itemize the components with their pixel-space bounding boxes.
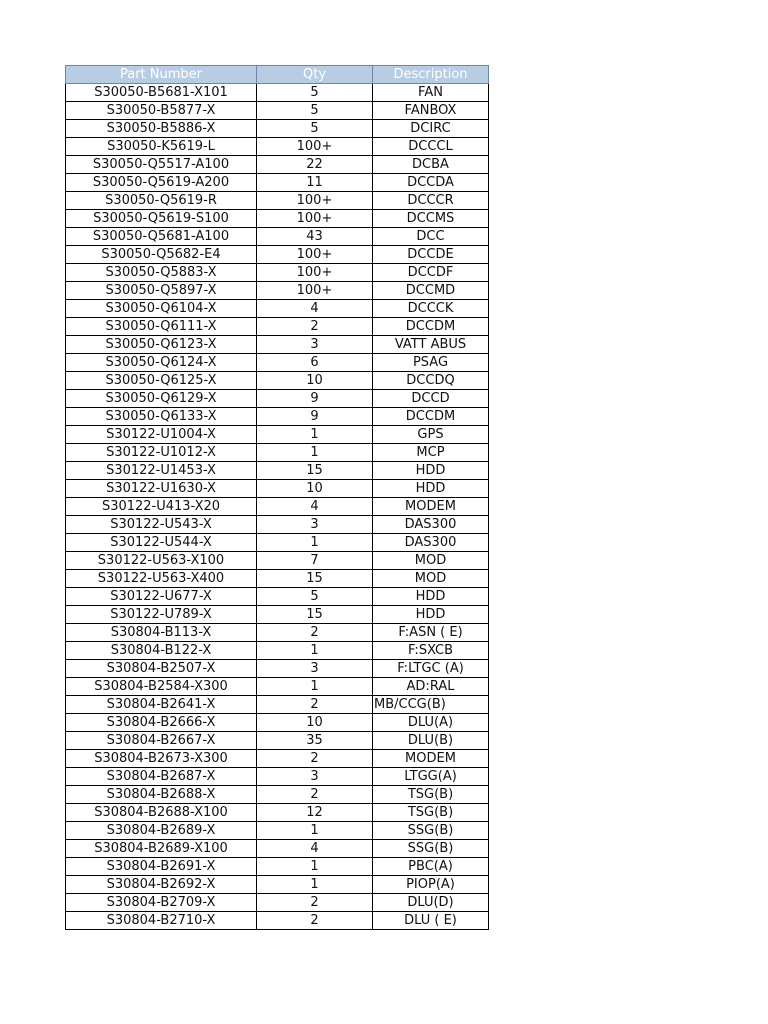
- cell-description: DCCDQ: [373, 372, 489, 390]
- cell-part-number: S30122-U543-X: [66, 516, 257, 534]
- cell-description: HDD: [373, 588, 489, 606]
- table-row: [66, 480, 489, 498]
- cell-qty: 22: [257, 156, 373, 174]
- cell-part-number: S30050-Q5517-A100: [66, 156, 257, 174]
- cell-description: TSG(B): [373, 804, 489, 822]
- cell-qty: 100+: [257, 192, 373, 210]
- cell-part-number: S30050-Q5682-E4: [66, 246, 257, 264]
- table-row: [66, 336, 489, 354]
- cell-description: SSG(B): [373, 840, 489, 858]
- cell-description: MCP: [373, 444, 489, 462]
- cell-qty: 1: [257, 444, 373, 462]
- cell-part-number: S30050-Q5619-R: [66, 192, 257, 210]
- table-row: [66, 318, 489, 336]
- cell-description: MOD: [373, 552, 489, 570]
- cell-qty: 100+: [257, 264, 373, 282]
- header-description: Description: [373, 66, 489, 84]
- cell-description: DCCDM: [373, 408, 489, 426]
- table-row: [66, 102, 489, 120]
- cell-part-number: S30804-B2584-X300: [66, 678, 257, 696]
- cell-qty: 2: [257, 894, 373, 912]
- cell-description: MB/CCG(B): [373, 696, 489, 714]
- cell-part-number: S30050-Q5897-X: [66, 282, 257, 300]
- cell-part-number: S30122-U413-X20: [66, 498, 257, 516]
- cell-qty: 43: [257, 228, 373, 246]
- cell-qty: 15: [257, 462, 373, 480]
- cell-qty: 9: [257, 390, 373, 408]
- cell-qty: 1: [257, 858, 373, 876]
- table-row: [66, 120, 489, 138]
- table-row: [66, 660, 489, 678]
- cell-description: PSAG: [373, 354, 489, 372]
- parts-table: [65, 65, 489, 930]
- table-row: [66, 462, 489, 480]
- cell-qty: 100+: [257, 246, 373, 264]
- cell-qty: 6: [257, 354, 373, 372]
- table-row: [66, 624, 489, 642]
- cell-qty: 11: [257, 174, 373, 192]
- table-row: [66, 678, 489, 696]
- cell-part-number: S30804-B2667-X: [66, 732, 257, 750]
- table-row: [66, 750, 489, 768]
- header-qty: Qty: [257, 66, 373, 84]
- table-row: [66, 192, 489, 210]
- cell-description: LTGG(A): [373, 768, 489, 786]
- table-row: [66, 354, 489, 372]
- table-row: [66, 444, 489, 462]
- cell-description: VATT ABUS: [373, 336, 489, 354]
- table-row: [66, 804, 489, 822]
- cell-qty: 1: [257, 426, 373, 444]
- cell-description: DCCDM: [373, 318, 489, 336]
- table-row: [66, 588, 489, 606]
- cell-qty: 2: [257, 318, 373, 336]
- table-row: [66, 156, 489, 174]
- table-row: [66, 426, 489, 444]
- cell-description: DAS300: [373, 534, 489, 552]
- cell-description: PIOP(A): [373, 876, 489, 894]
- table-row: [66, 570, 489, 588]
- table-row: [66, 498, 489, 516]
- cell-qty: 10: [257, 714, 373, 732]
- cell-description: DCIRC: [373, 120, 489, 138]
- table-row: [66, 552, 489, 570]
- cell-description: HDD: [373, 606, 489, 624]
- table-row: [66, 714, 489, 732]
- cell-part-number: S30050-Q6125-X: [66, 372, 257, 390]
- cell-qty: 12: [257, 804, 373, 822]
- table-body: [66, 84, 489, 930]
- table-row: [66, 606, 489, 624]
- cell-qty: 9: [257, 408, 373, 426]
- cell-qty: 35: [257, 732, 373, 750]
- table-row: [66, 228, 489, 246]
- cell-qty: 4: [257, 840, 373, 858]
- table-row: [66, 390, 489, 408]
- table-row: [66, 300, 489, 318]
- cell-qty: 4: [257, 498, 373, 516]
- cell-part-number: S30122-U1453-X: [66, 462, 257, 480]
- cell-part-number: S30050-Q6129-X: [66, 390, 257, 408]
- table-row: [66, 408, 489, 426]
- cell-qty: 15: [257, 570, 373, 588]
- cell-part-number: S30122-U1004-X: [66, 426, 257, 444]
- table-row: [66, 894, 489, 912]
- cell-part-number: S30804-B2687-X: [66, 768, 257, 786]
- cell-description: HDD: [373, 462, 489, 480]
- cell-part-number: S30050-B5681-X101: [66, 84, 257, 102]
- table-row: [66, 858, 489, 876]
- header-row: [66, 66, 489, 84]
- cell-description: DLU ( E): [373, 912, 489, 930]
- cell-description: PBC(A): [373, 858, 489, 876]
- cell-part-number: S30050-B5877-X: [66, 102, 257, 120]
- header-part-number: Part Number: [66, 66, 257, 84]
- cell-qty: 3: [257, 660, 373, 678]
- cell-description: GPS: [373, 426, 489, 444]
- cell-part-number: S30050-Q6111-X: [66, 318, 257, 336]
- cell-qty: 2: [257, 750, 373, 768]
- table-row: [66, 516, 489, 534]
- cell-part-number: S30050-Q6124-X: [66, 354, 257, 372]
- cell-part-number: S30804-B2688-X: [66, 786, 257, 804]
- cell-qty: 2: [257, 912, 373, 930]
- cell-qty: 5: [257, 84, 373, 102]
- cell-qty: 3: [257, 516, 373, 534]
- cell-part-number: S30804-B2691-X: [66, 858, 257, 876]
- cell-part-number: S30050-K5619-L: [66, 138, 257, 156]
- cell-description: DCCD: [373, 390, 489, 408]
- cell-description: DCCMS: [373, 210, 489, 228]
- cell-description: DLU(A): [373, 714, 489, 732]
- table-row: [66, 732, 489, 750]
- table-row: [66, 264, 489, 282]
- cell-qty: 2: [257, 786, 373, 804]
- cell-part-number: S30804-B2710-X: [66, 912, 257, 930]
- table-row: [66, 282, 489, 300]
- cell-part-number: S30804-B2666-X: [66, 714, 257, 732]
- cell-part-number: S30050-Q5619-S100: [66, 210, 257, 228]
- cell-qty: 5: [257, 120, 373, 138]
- cell-description: SSG(B): [373, 822, 489, 840]
- table-row: [66, 768, 489, 786]
- table-row: [66, 840, 489, 858]
- cell-qty: 1: [257, 822, 373, 840]
- cell-qty: 7: [257, 552, 373, 570]
- cell-description: DCCCK: [373, 300, 489, 318]
- cell-part-number: S30804-B2641-X: [66, 696, 257, 714]
- cell-description: HDD: [373, 480, 489, 498]
- cell-description: DCCDF: [373, 264, 489, 282]
- cell-description: DLU(B): [373, 732, 489, 750]
- table-row: [66, 174, 489, 192]
- cell-description: DCC: [373, 228, 489, 246]
- cell-description: DCBA: [373, 156, 489, 174]
- cell-qty: 3: [257, 768, 373, 786]
- cell-qty: 15: [257, 606, 373, 624]
- cell-qty: 1: [257, 534, 373, 552]
- cell-description: MODEM: [373, 750, 489, 768]
- cell-description: MOD: [373, 570, 489, 588]
- cell-part-number: S30804-B2709-X: [66, 894, 257, 912]
- cell-part-number: S30804-B2507-X: [66, 660, 257, 678]
- cell-part-number: S30804-B2688-X100: [66, 804, 257, 822]
- cell-part-number: S30050-Q5619-A200: [66, 174, 257, 192]
- cell-part-number: S30050-Q6133-X: [66, 408, 257, 426]
- cell-description: DLU(D): [373, 894, 489, 912]
- table-row: [66, 84, 489, 102]
- cell-qty: 3: [257, 336, 373, 354]
- cell-description: FAN: [373, 84, 489, 102]
- cell-description: DAS300: [373, 516, 489, 534]
- cell-part-number: S30122-U677-X: [66, 588, 257, 606]
- cell-qty: 4: [257, 300, 373, 318]
- cell-part-number: S30804-B113-X: [66, 624, 257, 642]
- cell-part-number: S30122-U1012-X: [66, 444, 257, 462]
- cell-qty: 2: [257, 696, 373, 714]
- cell-description: AD:RAL: [373, 678, 489, 696]
- table-row: [66, 642, 489, 660]
- cell-qty: 100+: [257, 210, 373, 228]
- cell-part-number: S30050-B5886-X: [66, 120, 257, 138]
- cell-qty: 5: [257, 588, 373, 606]
- cell-part-number: S30804-B122-X: [66, 642, 257, 660]
- cell-description: F:ASN ( E): [373, 624, 489, 642]
- cell-description: F:LTGC (A): [373, 660, 489, 678]
- cell-qty: 10: [257, 480, 373, 498]
- table-row: [66, 912, 489, 930]
- table-row: [66, 786, 489, 804]
- cell-part-number: S30050-Q5681-A100: [66, 228, 257, 246]
- cell-part-number: S30804-B2689-X100: [66, 840, 257, 858]
- cell-part-number: S30122-U1630-X: [66, 480, 257, 498]
- cell-qty: 1: [257, 678, 373, 696]
- table-row: [66, 246, 489, 264]
- cell-qty: 10: [257, 372, 373, 390]
- cell-qty: 1: [257, 876, 373, 894]
- cell-qty: 100+: [257, 282, 373, 300]
- cell-description: MODEM: [373, 498, 489, 516]
- table-row: [66, 534, 489, 552]
- table-row: [66, 876, 489, 894]
- cell-description: F:SXCB: [373, 642, 489, 660]
- cell-part-number: S30122-U563-X100: [66, 552, 257, 570]
- cell-part-number: S30804-B2692-X: [66, 876, 257, 894]
- cell-description: DCCCL: [373, 138, 489, 156]
- cell-description: DCCDA: [373, 174, 489, 192]
- cell-qty: 1: [257, 642, 373, 660]
- cell-part-number: S30122-U789-X: [66, 606, 257, 624]
- table-row: [66, 372, 489, 390]
- cell-part-number: S30122-U563-X400: [66, 570, 257, 588]
- table-row: [66, 210, 489, 228]
- cell-part-number: S30050-Q6123-X: [66, 336, 257, 354]
- cell-part-number: S30804-B2673-X300: [66, 750, 257, 768]
- cell-qty: 5: [257, 102, 373, 120]
- cell-part-number: S30804-B2689-X: [66, 822, 257, 840]
- table-row: [66, 696, 489, 714]
- cell-qty: 100+: [257, 138, 373, 156]
- cell-description: TSG(B): [373, 786, 489, 804]
- cell-part-number: S30050-Q6104-X: [66, 300, 257, 318]
- cell-description: FANBOX: [373, 102, 489, 120]
- table-row: [66, 822, 489, 840]
- cell-part-number: S30050-Q5883-X: [66, 264, 257, 282]
- cell-description: DCCMD: [373, 282, 489, 300]
- cell-part-number: S30122-U544-X: [66, 534, 257, 552]
- cell-qty: 2: [257, 624, 373, 642]
- table-row: [66, 138, 489, 156]
- cell-description: DCCDE: [373, 246, 489, 264]
- cell-description: DCCCR: [373, 192, 489, 210]
